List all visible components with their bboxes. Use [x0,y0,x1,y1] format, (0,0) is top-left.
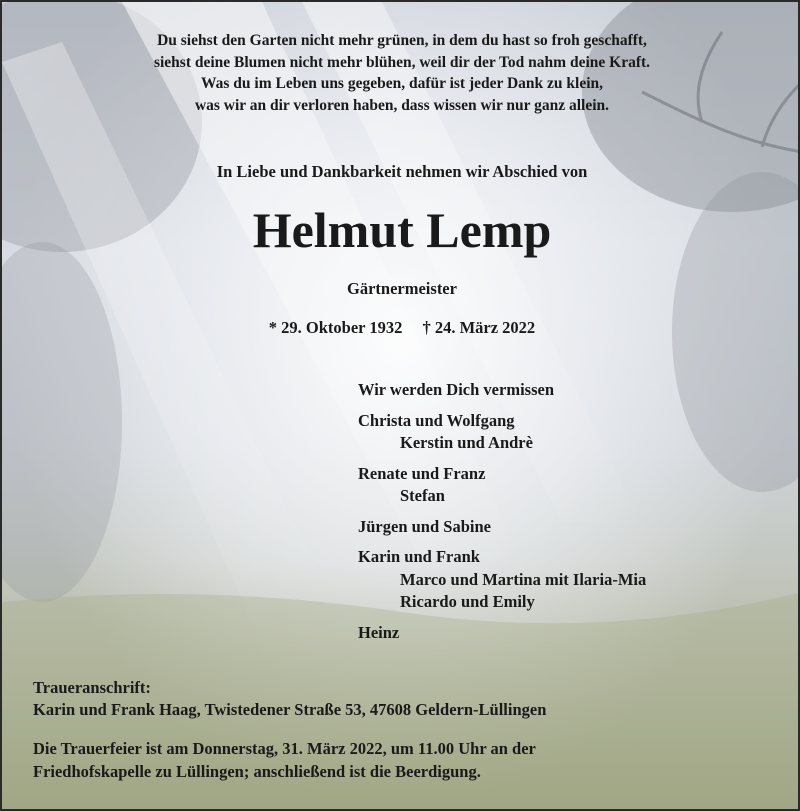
poem-line: was wir an dir verloren haben, dass wissen wir nur ganz allein. [194,96,610,114]
poem-line: Du siehst den Garten nicht mehr grünen, in dem du hast so froh geschafft, [157,32,647,49]
mourner-group-main: Karin und Frank [358,547,480,566]
poem-line: siehst deine Blumen nicht mehr blühen, weil dir der Tod nahm deine Kraft. [153,53,651,71]
poem-line: Was du im Leben uns gegeben, dafür ist jeder Dank zu klein, [200,75,604,92]
ceremony-line: Friedhofskapelle zu Lüllingen; anschließend ist die Beerdigung. [33,762,481,781]
mourner-group-main: Heinz [358,622,400,642]
address-label: Traueranschrift: [33,678,151,697]
mourning-address [33,677,546,721]
poem-verse [2,30,800,116]
mourner-group-main: Renate und Franz [358,463,486,483]
mourner-group-main: Jürgen und Sabine [358,516,491,536]
mourners-heading: Wir werden Dich vermissen [358,380,554,399]
farewell-intro: In Liebe und Dankbarkeit nehmen wir Abschied von [216,162,588,181]
birth-date: * 29. Oktober 1932 [268,318,403,337]
life-dates [2,318,800,338]
deceased-name: Helmut Lemp [252,202,552,258]
mourner-group-sub: Stefan [400,486,445,505]
mourners-list [358,379,646,644]
mourner-group-sub: Ricardo und Emily [400,592,535,611]
mourner-group-main: Christa und Wolfgang [358,410,515,430]
funeral-ceremony-info [33,737,536,783]
mourner-group-sub: Kerstin und Andrè [400,433,533,452]
death-date: † 24. März 2022 [422,318,536,337]
profession-title: Gärtnermeister [347,279,457,298]
mourner-group-sub: Marco und Martina mit Ilaria-Mia [400,569,647,589]
address-line: Karin und Frank Haag, Twistedener Straße 53, 47608 Geldern-Lüllingen [33,700,547,719]
ceremony-line: Die Trauerfeier ist am Donnerstag, 31. März 2022, um 11.00 Uhr an der [33,739,536,758]
